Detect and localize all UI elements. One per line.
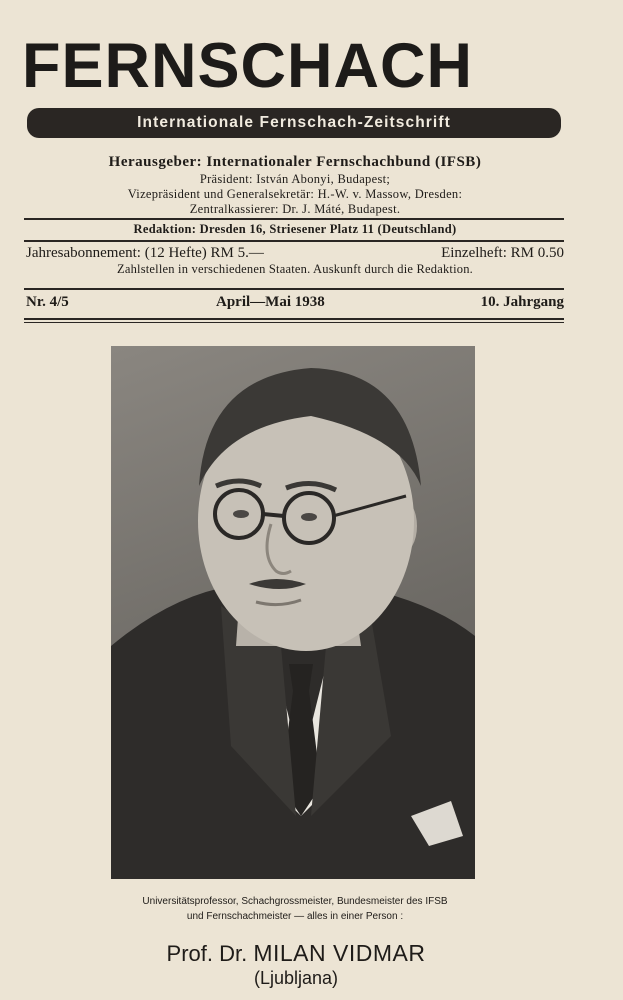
single-issue-price: Einzelheft: RM 0.50 <box>441 245 564 261</box>
person-name: MILAN VIDMAR <box>253 940 426 966</box>
masthead-subtitle: Internationale Fernschach-Zeitschrift <box>27 108 561 138</box>
issue-date: April—Mai 1938 <box>216 294 325 310</box>
masthead-title: FERNSCHACH <box>22 31 473 101</box>
subscription-row <box>26 245 564 263</box>
issue-volume: 10. Jahrgang <box>480 294 564 310</box>
divider <box>24 322 564 323</box>
caption-line-1: Universitätsprofessor, Schachgrossmeister, Bundesmeister des IFSB <box>142 896 448 907</box>
divider <box>24 240 564 242</box>
portrait-name <box>90 940 502 967</box>
divider <box>24 218 564 220</box>
publisher-line: Herausgeber: Internationaler Fernschachbund (IFSB) <box>108 154 482 170</box>
name-prefix: Prof. Dr. <box>166 941 248 966</box>
portrait-photo <box>111 346 475 879</box>
editorial-address: Redaktion: Dresden 16, Striesener Platz 11 (Deutschland) <box>133 222 457 236</box>
treasurer-line: Zentralkassierer: Dr. J. Máté, Budapest. <box>189 202 401 216</box>
portrait-city: (Ljubljana) <box>253 968 339 988</box>
caption-line-2: und Fernschachmeister — alles in einer Person : <box>186 911 404 922</box>
divider <box>24 318 564 320</box>
payment-info: Zahlstellen in verschiedenen Staaten. Auskunft durch die Redaktion. <box>116 262 473 276</box>
annual-subscription: Jahresabonnement: (12 Hefte) RM 5.— <box>26 245 264 261</box>
divider <box>24 288 564 290</box>
issue-row <box>26 294 564 312</box>
portrait-illustration <box>111 346 475 879</box>
vice-president-line: Vizepräsident und Generalsekretär: H.-W. v. Massow, Dresden: <box>127 187 463 201</box>
president-line: Präsident: István Abonyi, Budapest; <box>199 172 391 186</box>
issue-number: Nr. 4/5 <box>26 294 69 310</box>
